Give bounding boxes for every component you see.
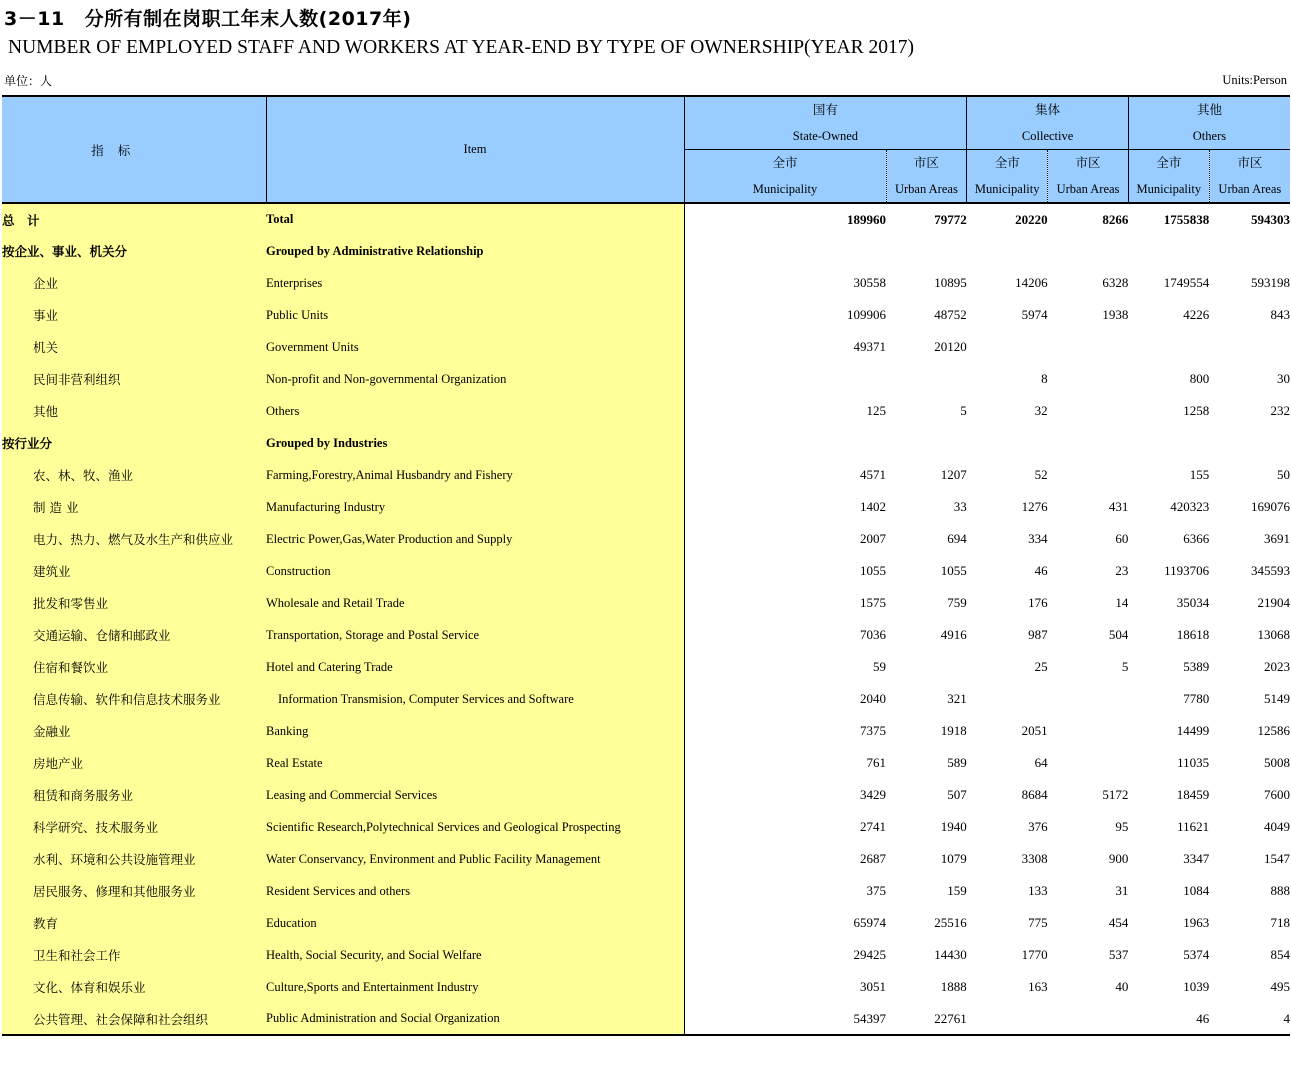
title-cn-text: 分所有制在岗职工年末人数(2017年) <box>84 8 412 30</box>
cell-value <box>1128 331 1209 363</box>
table-row <box>2 779 1290 811</box>
cell-value: 495 <box>1270 979 1290 994</box>
cell-value: 800 <box>1189 371 1210 386</box>
table-row <box>2 875 1290 907</box>
row-indicator-cn: 水利、环境和公共设施管理业 <box>2 843 266 875</box>
cell-value: 18459 <box>1176 787 1210 802</box>
row-item-en: Construction <box>266 555 684 587</box>
row-item-en: Hotel and Catering Trade <box>266 651 684 683</box>
cell-value: 232 <box>1270 403 1290 418</box>
cell-value: 52 <box>1034 467 1048 482</box>
cell-value: 5974 <box>1021 307 1048 322</box>
cell-value: 1755838 <box>1128 203 1209 235</box>
header-sub-collective-urban: 市区 Urban Areas <box>1048 150 1129 204</box>
table-row <box>2 1003 1290 1035</box>
cell-value: 2023 <box>1264 659 1290 674</box>
table-row <box>2 843 1290 875</box>
cell-value: 25 <box>1034 659 1048 674</box>
row-item-en: Total <box>266 203 684 235</box>
cell-value: 4 <box>1209 1003 1290 1035</box>
header-sub-others-urban: 市区 Urban Areas <box>1209 150 1290 204</box>
header-sub-state-municipality: 全市 Municipality <box>684 150 886 204</box>
cell-value: 189960 <box>684 203 886 235</box>
cell-value: 169076 <box>1251 499 1290 514</box>
row-indicator-cn: 民间非营利组织 <box>2 363 266 395</box>
row-item-en: Real Estate <box>266 747 684 779</box>
cell-value: 420323 <box>1170 499 1210 514</box>
cell-value: 2007 <box>860 531 886 546</box>
cell-value: 32 <box>1034 403 1048 418</box>
row-indicator-cn: 科学研究、技术服务业 <box>2 811 266 843</box>
cell-value: 29425 <box>853 947 886 962</box>
cell-value: 11035 <box>1177 755 1210 770</box>
table-row <box>2 907 1290 939</box>
cell-value: 888 <box>1270 883 1290 898</box>
cell-value: 10895 <box>934 275 967 290</box>
cell-value: 2040 <box>860 691 886 706</box>
cell-value: 1547 <box>1264 851 1290 866</box>
cell-value <box>967 235 1048 267</box>
row-indicator-cn: 公共管理、社会保障和社会组织 <box>2 1003 266 1035</box>
cell-value: 59 <box>873 659 886 674</box>
cell-value: 6366 <box>1183 531 1210 546</box>
row-item-en: Grouped by Administrative Relationship <box>266 235 684 267</box>
cell-value <box>967 427 1048 459</box>
header-sub-others-municipality: 全市 Municipality <box>1128 150 1209 204</box>
cell-value <box>967 331 1048 363</box>
table-row <box>2 427 1290 459</box>
cell-value: 1039 <box>1183 979 1210 994</box>
table-row <box>2 523 1290 555</box>
cell-value: 11621 <box>1177 819 1210 834</box>
cell-value: 5149 <box>1264 691 1290 706</box>
row-item-en: Manufacturing Industry <box>266 491 684 523</box>
cell-value: 3051 <box>860 979 886 994</box>
cell-value: 504 <box>1108 627 1129 642</box>
cell-value: 20120 <box>934 339 967 354</box>
cell-value: 54397 <box>684 1003 886 1035</box>
cell-value: 1963 <box>1183 915 1210 930</box>
cell-value: 4916 <box>940 627 967 642</box>
cell-value <box>684 363 886 395</box>
table-body <box>2 203 1290 1035</box>
cell-value: 3691 <box>1264 531 1290 546</box>
cell-value: 155 <box>1189 467 1210 482</box>
cell-value: 1749554 <box>1163 275 1210 290</box>
row-item-en: Grouped by Industries <box>266 427 684 459</box>
cell-value: 3347 <box>1183 851 1210 866</box>
cell-value: 8684 <box>1021 787 1048 802</box>
cell-value: 163 <box>1028 979 1048 994</box>
cell-value: 1055 <box>940 563 967 578</box>
cell-value: 14206 <box>1015 275 1048 290</box>
cell-value <box>1048 459 1129 491</box>
cell-value <box>1048 715 1129 747</box>
header-indicator: 指标 <box>2 96 266 203</box>
cell-value <box>684 427 886 459</box>
cell-value: 95 <box>1115 819 1129 834</box>
cell-value <box>1048 683 1129 715</box>
unit-label-cn: 单位：人 <box>4 74 53 88</box>
cell-value: 5389 <box>1183 659 1210 674</box>
cell-value: 1402 <box>860 499 886 514</box>
cell-value: 5 <box>960 403 967 418</box>
row-item-en: Education <box>266 907 684 939</box>
cell-value: 1888 <box>940 979 967 994</box>
row-item-en: Culture,Sports and Entertainment Industry <box>266 971 684 1003</box>
row-item-en: Health, Social Security, and Social Welfare <box>266 939 684 971</box>
row-indicator-cn: 按企业、事业、机关分 <box>2 235 266 267</box>
cell-value: 65974 <box>853 915 886 930</box>
cell-value: 7780 <box>1183 691 1210 706</box>
cell-value: 8 <box>1041 371 1048 386</box>
row-item-en: Leasing and Commercial Services <box>266 779 684 811</box>
cell-value: 46 <box>1034 563 1048 578</box>
cell-value: 5008 <box>1264 755 1290 770</box>
cell-value: 2051 <box>1021 723 1048 738</box>
row-indicator-cn: 卫生和社会工作 <box>2 939 266 971</box>
table-row <box>2 587 1290 619</box>
cell-value <box>967 1003 1048 1035</box>
row-indicator-cn: 机关 <box>2 331 266 363</box>
cell-value: 537 <box>1108 947 1129 962</box>
header-item: Item <box>266 96 684 203</box>
cell-value <box>886 427 967 459</box>
table-row <box>2 651 1290 683</box>
cell-value: 589 <box>947 755 967 770</box>
cell-value: 1938 <box>1102 307 1129 322</box>
cell-value: 1193706 <box>1164 563 1210 578</box>
cell-value: 1575 <box>860 595 886 610</box>
cell-value: 7036 <box>860 627 886 642</box>
header-group-others: 其他 Others <box>1128 96 1290 150</box>
cell-value: 7600 <box>1264 787 1290 802</box>
cell-value <box>1048 235 1129 267</box>
table-row <box>2 555 1290 587</box>
table-row <box>2 971 1290 1003</box>
cell-value: 21904 <box>1257 595 1290 610</box>
cell-value: 30558 <box>853 275 886 290</box>
cell-value: 345593 <box>1251 563 1290 578</box>
row-item-en: Government Units <box>266 331 684 363</box>
cell-value: 3308 <box>1021 851 1048 866</box>
cell-value: 22761 <box>886 1003 967 1035</box>
row-indicator-cn: 住宿和餐饮业 <box>2 651 266 683</box>
row-item-en: Wholesale and Retail Trade <box>266 587 684 619</box>
cell-value: 3429 <box>860 787 886 802</box>
cell-value: 1079 <box>940 851 967 866</box>
cell-value: 5374 <box>1183 947 1210 962</box>
cell-value: 775 <box>1028 915 1048 930</box>
cell-value: 5 <box>1121 659 1129 674</box>
cell-value <box>1048 331 1129 363</box>
table-row <box>2 235 1290 267</box>
unit-label-en: Units:Person <box>1222 73 1287 87</box>
cell-value: 20220 <box>967 203 1048 235</box>
page-title-cn <box>4 4 411 31</box>
cell-value: 7375 <box>860 723 886 738</box>
cell-value: 1918 <box>940 723 967 738</box>
row-item-en: Farming,Forestry,Animal Husbandry and Fishery <box>266 459 684 491</box>
table-row <box>2 811 1290 843</box>
row-item-en: Enterprises <box>266 267 684 299</box>
cell-value: 13068 <box>1257 627 1290 642</box>
row-item-en: Public Administration and Social Organization <box>266 1003 684 1035</box>
cell-value: 2687 <box>860 851 886 866</box>
table-row <box>2 267 1290 299</box>
cell-value <box>1128 427 1209 459</box>
cell-value: 12586 <box>1257 723 1290 738</box>
cell-value: 31 <box>1115 883 1129 898</box>
cell-value: 334 <box>1028 531 1048 546</box>
row-item-en: Transportation, Storage and Postal Service <box>266 619 684 651</box>
cell-value: 4049 <box>1264 819 1290 834</box>
cell-value: 1940 <box>940 819 967 834</box>
cell-value <box>1209 235 1290 267</box>
table-row <box>2 939 1290 971</box>
cell-value: 1207 <box>940 467 967 482</box>
table-row <box>2 331 1290 363</box>
cell-value: 1084 <box>1183 883 1210 898</box>
page-title-en: NUMBER OF EMPLOYED STAFF AND WORKERS AT YEAR-END BY TYPE OF OWNERSHIP(YEAR 2017) <box>8 37 914 58</box>
cell-value <box>1209 331 1290 363</box>
cell-value <box>967 683 1048 715</box>
row-item-en: Scientific Research,Polytechnical Services and Geological Prospecting <box>266 811 684 843</box>
row-indicator-cn: 企业 <box>2 267 266 299</box>
cell-value: 900 <box>1108 851 1129 866</box>
cell-value: 843 <box>1270 307 1290 322</box>
cell-value: 23 <box>1115 563 1129 578</box>
row-indicator-cn: 农、林、牧、渔业 <box>2 459 266 491</box>
row-item-en: Electric Power,Gas,Water Production and Supply <box>266 523 684 555</box>
cell-value: 46 <box>1128 1003 1209 1035</box>
row-item-en: Banking <box>266 715 684 747</box>
cell-value <box>1048 427 1129 459</box>
cell-value: 14430 <box>934 947 967 962</box>
row-indicator-cn: 制 造 业 <box>2 491 266 523</box>
cell-value: 854 <box>1270 947 1290 962</box>
cell-value: 321 <box>947 691 967 706</box>
cell-value: 4571 <box>860 467 886 482</box>
cell-value <box>1048 395 1129 427</box>
cell-value: 507 <box>947 787 967 802</box>
cell-value: 1055 <box>860 563 886 578</box>
cell-value: 375 <box>866 883 886 898</box>
row-item-en: Non-profit and Non-governmental Organization <box>266 363 684 395</box>
cell-value: 718 <box>1270 915 1290 930</box>
cell-value: 431 <box>1108 499 1129 514</box>
cell-value: 133 <box>1028 883 1048 898</box>
table-row <box>2 459 1290 491</box>
cell-value: 64 <box>1034 755 1048 770</box>
row-indicator-cn: 租赁和商务服务业 <box>2 779 266 811</box>
cell-value: 8266 <box>1048 203 1129 235</box>
cell-value <box>1048 1003 1129 1035</box>
cell-value: 1258 <box>1183 403 1210 418</box>
row-indicator-cn: 建筑业 <box>2 555 266 587</box>
table-row <box>2 683 1290 715</box>
cell-value: 376 <box>1028 819 1048 834</box>
cell-value <box>1209 427 1290 459</box>
row-indicator-cn: 电力、热力、燃气及水生产和供应业 <box>2 523 266 555</box>
cell-value: 35034 <box>1176 595 1210 610</box>
cell-value: 159 <box>947 883 967 898</box>
cell-value: 30 <box>1277 371 1290 386</box>
header-sub-collective-municipality: 全市 Municipality <box>967 150 1048 204</box>
cell-value: 1276 <box>1021 499 1048 514</box>
row-indicator-cn: 居民服务、修理和其他服务业 <box>2 875 266 907</box>
cell-value <box>1048 363 1129 395</box>
row-indicator-cn: 按行业分 <box>2 427 266 459</box>
cell-value: 125 <box>866 403 886 418</box>
table-row <box>2 363 1290 395</box>
row-indicator-cn: 文化、体育和娱乐业 <box>2 971 266 1003</box>
row-item-en: Information Transmision, Computer Services and Software <box>266 683 684 715</box>
cell-value <box>886 651 967 683</box>
cell-value: 2741 <box>860 819 886 834</box>
cell-value: 33 <box>953 499 967 514</box>
row-indicator-cn: 教育 <box>2 907 266 939</box>
row-indicator-cn: 交通运输、仓储和邮政业 <box>2 619 266 651</box>
cell-value: 5172 <box>1102 787 1129 802</box>
cell-value: 49371 <box>853 339 886 354</box>
table-row <box>2 491 1290 523</box>
row-indicator-cn: 批发和零售业 <box>2 587 266 619</box>
table-row <box>2 619 1290 651</box>
cell-value: 176 <box>1028 595 1048 610</box>
cell-value <box>1128 235 1209 267</box>
cell-value: 25516 <box>934 915 967 930</box>
row-item-en: Water Conservancy, Environment and Public Facility Management <box>266 843 684 875</box>
cell-value: 594303 <box>1209 203 1290 235</box>
cell-value: 759 <box>947 595 967 610</box>
cell-value: 454 <box>1108 915 1129 930</box>
cell-value: 1770 <box>1021 947 1048 962</box>
cell-value: 14499 <box>1176 723 1210 738</box>
row-indicator-cn: 金融业 <box>2 715 266 747</box>
row-item-en: Others <box>266 395 684 427</box>
table-row <box>2 299 1290 331</box>
cell-value: 40 <box>1115 979 1129 994</box>
row-indicator-cn: 其他 <box>2 395 266 427</box>
table-row <box>2 203 1290 235</box>
row-indicator-cn: 总 计 <box>2 203 266 235</box>
table-row <box>2 715 1290 747</box>
cell-value: 593198 <box>1251 275 1290 290</box>
cell-value: 14 <box>1115 595 1129 610</box>
cell-value <box>886 235 967 267</box>
cell-value: 6328 <box>1102 275 1129 290</box>
cell-value: 50 <box>1277 467 1290 482</box>
cell-value: 109906 <box>847 307 886 322</box>
cell-value <box>886 363 967 395</box>
cell-value: 761 <box>866 755 886 770</box>
header-sub-state-urban: 市区 Urban Areas <box>886 150 967 204</box>
row-indicator-cn: 事业 <box>2 299 266 331</box>
cell-value: 987 <box>1028 627 1048 642</box>
cell-value <box>1048 747 1129 779</box>
data-table <box>2 95 1290 1036</box>
cell-value: 79772 <box>886 203 967 235</box>
row-item-en: Resident Services and others <box>266 875 684 907</box>
row-indicator-cn: 房地产业 <box>2 747 266 779</box>
cell-value <box>684 235 886 267</box>
table-number: 3－11 <box>4 8 65 30</box>
cell-value: 694 <box>947 531 967 546</box>
header-group-state-owned: 国有 State-Owned <box>684 96 967 150</box>
cell-value: 4226 <box>1183 307 1210 322</box>
cell-value: 48752 <box>934 307 967 322</box>
row-indicator-cn: 信息传输、软件和信息技术服务业 <box>2 683 266 715</box>
cell-value: 18618 <box>1176 627 1210 642</box>
cell-value: 60 <box>1115 531 1129 546</box>
table-row <box>2 747 1290 779</box>
table-row <box>2 395 1290 427</box>
header-group-collective: 集体 Collective <box>967 96 1129 150</box>
row-item-en: Public Units <box>266 299 684 331</box>
